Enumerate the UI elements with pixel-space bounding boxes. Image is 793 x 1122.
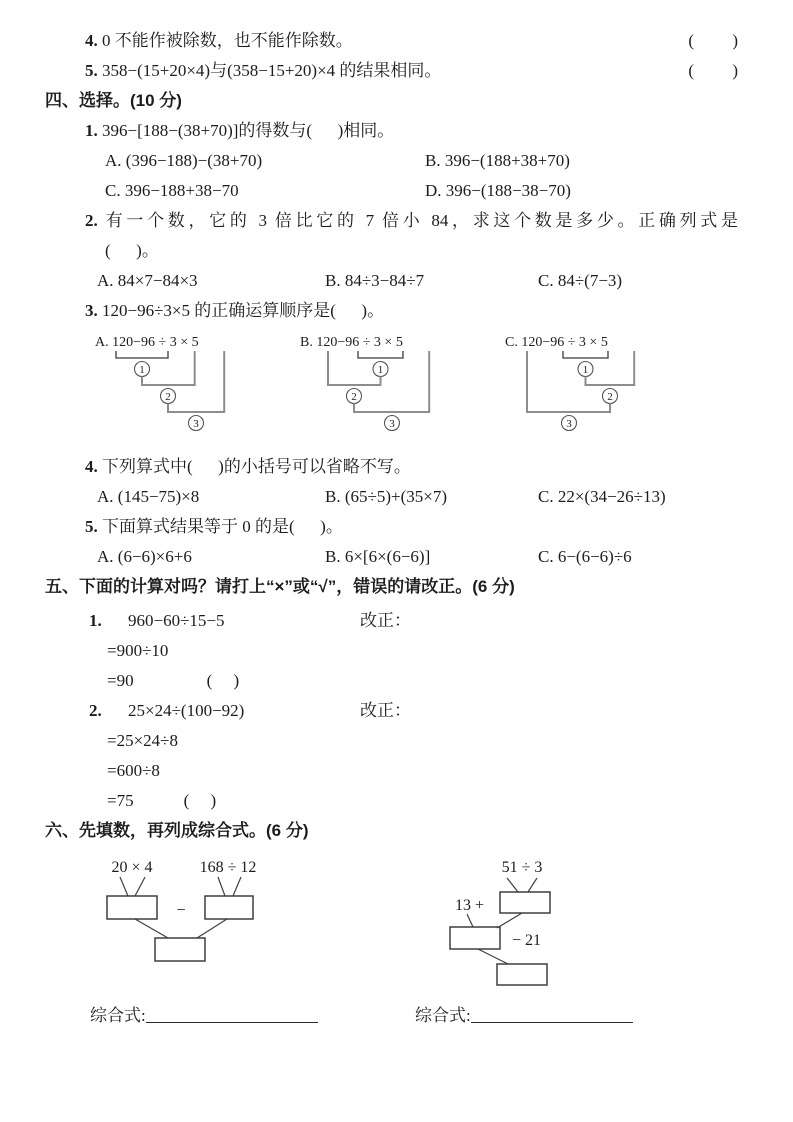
choice-q3-stem	[85, 296, 738, 326]
judge-item-text: 358−(15+20×4)与(358−15+20)×4 的结果相同。	[97, 61, 442, 80]
question-text: 下列算式中( )的小括号可以省略不写。	[97, 457, 411, 476]
question-text: 396−[188−(38+70)]的得数与( )相同。	[97, 121, 395, 140]
option-a: A. (396−188)−(38+70)	[105, 151, 263, 170]
order-diagram-a	[93, 332, 293, 444]
step3-number: 3	[566, 418, 572, 430]
arrow-line	[507, 878, 518, 892]
arrow-line	[218, 877, 225, 896]
item-number: 5.	[85, 61, 98, 80]
judge-item-4	[85, 26, 738, 56]
expression: 960−60÷15−5	[128, 611, 225, 630]
operand-label: 13 +	[455, 897, 485, 914]
order-diagrams-row	[93, 332, 738, 444]
step3-connector	[527, 351, 610, 412]
arrow-line	[478, 949, 508, 964]
check-item-2	[89, 696, 738, 726]
check-item-1	[89, 606, 738, 636]
choice-q4-stem	[85, 452, 738, 482]
section-title-compose: 六、先填数，再列成综合式。(6 分)	[45, 821, 309, 840]
choice-q1-options-ab	[105, 146, 738, 176]
check-item-1-step2	[107, 666, 738, 696]
step3-connector	[354, 351, 429, 412]
arrow-line	[467, 914, 473, 927]
result: =75	[107, 791, 134, 810]
arrow-line	[197, 919, 227, 938]
formula-blank-line	[146, 1003, 318, 1023]
diagram-expression: B. 120−96 ÷ 3 × 5	[300, 335, 403, 350]
choice-q2-options	[97, 266, 738, 296]
step1-bracket	[358, 351, 403, 358]
choice-q5-stem	[85, 512, 738, 542]
item-number: 2.	[89, 701, 102, 720]
option-a: A. 84×7−84×3	[97, 271, 198, 290]
question-text: 下面算式结果等于 0 的是( )。	[97, 517, 343, 536]
choice-q1-options-cd	[105, 176, 738, 206]
check-item-2-step1: =25×24÷8	[107, 731, 179, 750]
diagram-expression: A. 120−96 ÷ 3 × 5	[95, 335, 199, 350]
result: =90	[107, 671, 134, 690]
formula-left	[90, 1003, 320, 1029]
step1-bracket	[116, 351, 168, 358]
arrow-line	[233, 877, 241, 896]
factor-label: 51 ÷ 3	[501, 859, 543, 876]
option-b: B. 84÷3−84÷7	[325, 271, 425, 290]
correction-label: 改正：	[360, 701, 411, 720]
step3-number: 3	[193, 418, 199, 430]
arrow-line	[120, 877, 128, 896]
step1-number: 1	[582, 364, 589, 376]
option-d: D. 396−(188−38−70)	[425, 181, 571, 200]
order-diagram-b	[298, 332, 498, 444]
operand-label: − 21	[512, 932, 542, 949]
step3-connector	[168, 351, 224, 412]
formula-label: 综合式:	[415, 1006, 471, 1025]
step2-number: 2	[351, 391, 357, 403]
step3-number: 3	[389, 418, 395, 430]
item-number: 1.	[89, 611, 102, 630]
option-c: C. 396−188+38−70	[105, 181, 239, 200]
choice-q5-options	[97, 542, 738, 572]
choice-q2-stem-cont: ( )。	[105, 241, 159, 260]
blank-box	[155, 938, 205, 961]
option-a: A. (6−6)×6+6	[97, 547, 192, 566]
blank-box	[450, 927, 500, 949]
formula-label: 综合式:	[90, 1006, 146, 1025]
blank-box	[497, 964, 547, 985]
question-text-justified	[85, 206, 738, 236]
check-item-1-step1: =900÷10	[107, 641, 169, 660]
option-a: A. (145−75)×8	[97, 487, 200, 506]
compose-diagram-right	[435, 856, 665, 991]
question-number: 5.	[85, 517, 98, 536]
option-b: B. (65÷5)+(35×7)	[325, 487, 447, 506]
check-item-2-step2: =600÷8	[107, 761, 160, 780]
arrow-line	[135, 877, 145, 896]
answer-parentheses: ( )	[183, 791, 217, 810]
formula-row	[90, 1003, 738, 1029]
arrow-line	[135, 919, 168, 938]
answer-parentheses: ( )	[688, 31, 738, 50]
question-text: 120−96÷3×5 的正确运算顺序是( )。	[97, 301, 385, 320]
item-number: 4.	[85, 31, 98, 50]
step1-bracket	[563, 351, 608, 358]
blank-box	[107, 896, 157, 919]
formula-blank-line	[471, 1003, 633, 1023]
expression: 25×24÷(100−92)	[128, 701, 245, 720]
factor-label: 168 ÷ 12	[199, 859, 257, 876]
choice-q1-stem	[85, 116, 738, 146]
question-number: 3.	[85, 301, 98, 320]
correction-label: 改正：	[360, 611, 411, 630]
step2-number: 2	[607, 391, 613, 403]
compose-diagrams-row	[90, 856, 738, 991]
judge-item-5	[85, 56, 738, 86]
compose-diagram-left	[90, 856, 350, 966]
option-c: C. 22×(34−26÷13)	[538, 487, 666, 506]
answer-parentheses: ( )	[688, 61, 738, 80]
question-text: 有一个数，它的 3 倍比它的 7 倍小 84，求这个数是多少。正确列式是	[97, 211, 738, 230]
diagram-expression: C. 120−96 ÷ 3 × 5	[505, 335, 608, 350]
arrow-line	[528, 878, 537, 892]
blank-box	[205, 896, 253, 919]
option-b: B. 396−(188+38+70)	[425, 151, 570, 170]
option-b: B. 6×[6×(6−6)]	[325, 547, 431, 566]
blank-box	[500, 892, 550, 913]
choice-q4-options	[97, 482, 738, 512]
formula-right	[415, 1003, 633, 1029]
step2-number: 2	[165, 391, 171, 403]
choice-q2-stem	[85, 206, 738, 236]
section-title-check: 五、下面的计算对吗？请打上“×”或“√”，错误的请改正。(6 分)	[45, 577, 515, 596]
judge-item-text: 0 不能作被除数，也不能作除数。	[97, 31, 353, 50]
option-c: C. 6−(6−6)÷6	[538, 547, 632, 566]
option-c: C. 84÷(7−3)	[538, 271, 623, 290]
step1-number: 1	[377, 364, 384, 376]
order-diagram-c	[503, 332, 703, 444]
arrow-line	[497, 913, 522, 928]
question-number: 1.	[85, 121, 98, 140]
question-number: 2.	[85, 211, 98, 230]
step1-number: 1	[139, 364, 145, 376]
answer-parentheses: ( )	[206, 671, 240, 690]
factor-label: 20 × 4	[111, 859, 153, 876]
section-title-choice: 四、选择。(10 分)	[45, 91, 182, 110]
check-item-2-step3	[107, 786, 738, 816]
operator: −	[176, 902, 186, 919]
question-number: 4.	[85, 457, 98, 476]
